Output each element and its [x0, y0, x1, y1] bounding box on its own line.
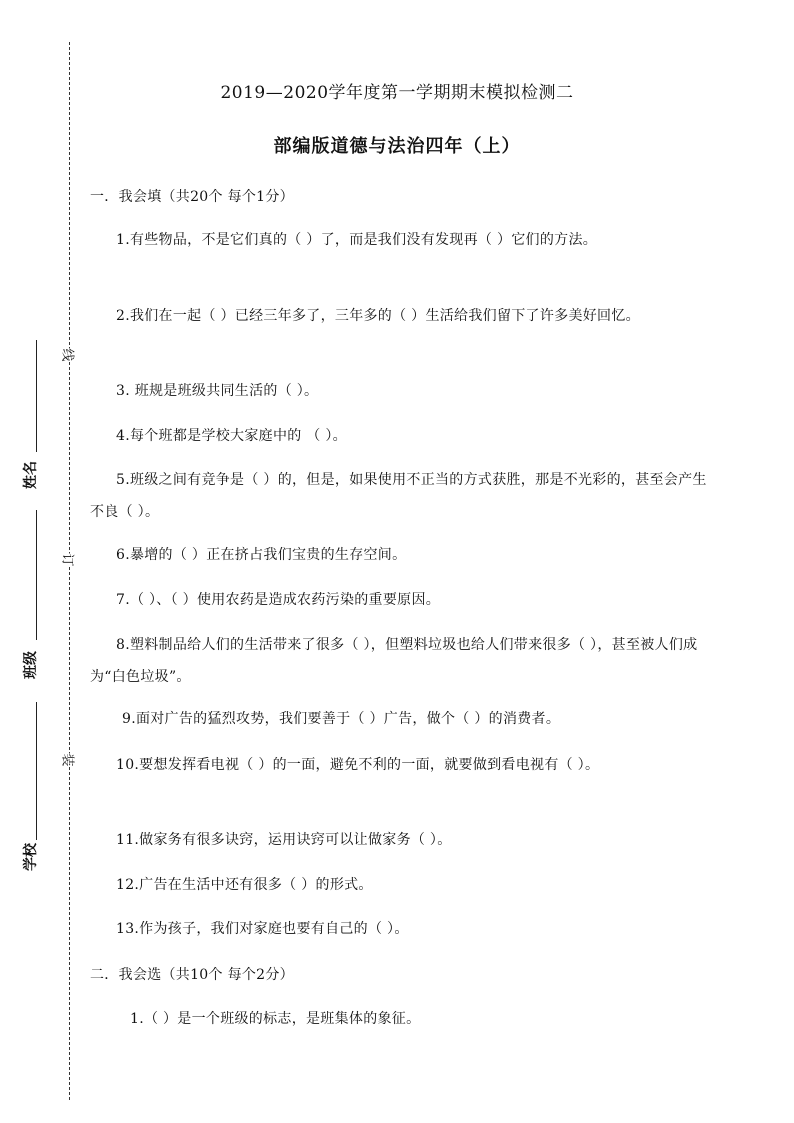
class-field-label: 班级: [23, 651, 39, 679]
question-2-1: 1.（ ）是一个班级的标志，是班集体的象征。: [130, 1011, 421, 1027]
question-1-12: 12.广告在生活中还有很多（ ）的形式。: [116, 877, 373, 893]
question-1-2: 2.我们在一起（ ）已经三年多了，三年多的（ ）生活给我们留下了许多美好回忆。: [116, 308, 640, 324]
question-1-10: 10.要想发挥看电视（ ）的一面，避免不利的一面，就要做到看电视有（ ）。: [116, 757, 600, 773]
question-1-5: 5.班级之间有竞争是（ ）的，但是，如果使用不正当的方式获胜，那是不光彩的，甚至会产生不良（ ）。: [90, 472, 707, 520]
school-field-label: 学校: [23, 843, 39, 871]
class-fill-line-a: [36, 510, 37, 640]
question-1-8: 8.塑料制品给人们的生活带来了很多（ ），但塑料垃圾也给人们带来很多（ ），甚至被人们成为“白色垃圾”。: [90, 637, 698, 685]
name-field-label: 姓名: [23, 461, 39, 489]
cut-line-char-xian: 线: [59, 348, 75, 362]
question-1-7: 7.（ ）、（ ）使用农药是造成农药污染的重要原因。: [116, 592, 441, 608]
name-fill-line: [36, 340, 37, 452]
question-1-6: 6.暴增的（ ）正在挤占我们宝贵的生存空间。: [116, 547, 407, 563]
question-1-9: 9.面对广告的猛烈攻势，我们要善于（ ）广告，做个（ ）的消费者。: [122, 711, 561, 727]
question-1-11: 11.做家务有很多诀窍，运用诀窍可以让做家务（ ）。: [116, 832, 452, 848]
cut-line-char-zhuang: 装: [59, 753, 75, 767]
question-1-13: 13.作为孩子，我们对家庭也要有自己的（ ）。: [116, 921, 409, 937]
exam-subtitle: 部编版道德与法治四年（上）: [273, 136, 521, 157]
question-1-3: 3. 班规是班级共同生活的（ ）。: [116, 383, 319, 399]
exam-title: 2019—2020学年度第一学期期末模拟检测二: [220, 83, 574, 103]
binding-dashed-line: [69, 42, 70, 1100]
section2-heading: 二．我会选（共10个 每个2分）: [90, 967, 294, 983]
question-1-1: 1.有些物品，不是它们真的（ ）了，而是我们没有发现再（ ）它们的方法。: [116, 232, 598, 248]
question-1-4: 4.每个班都是学校大家庭中的 （ ）。: [116, 428, 347, 444]
school-fill-line: [36, 702, 37, 840]
section1-heading: 一．我会填（共20个 每个1分）: [90, 189, 294, 205]
cut-line-char-ding: 订: [59, 553, 75, 567]
